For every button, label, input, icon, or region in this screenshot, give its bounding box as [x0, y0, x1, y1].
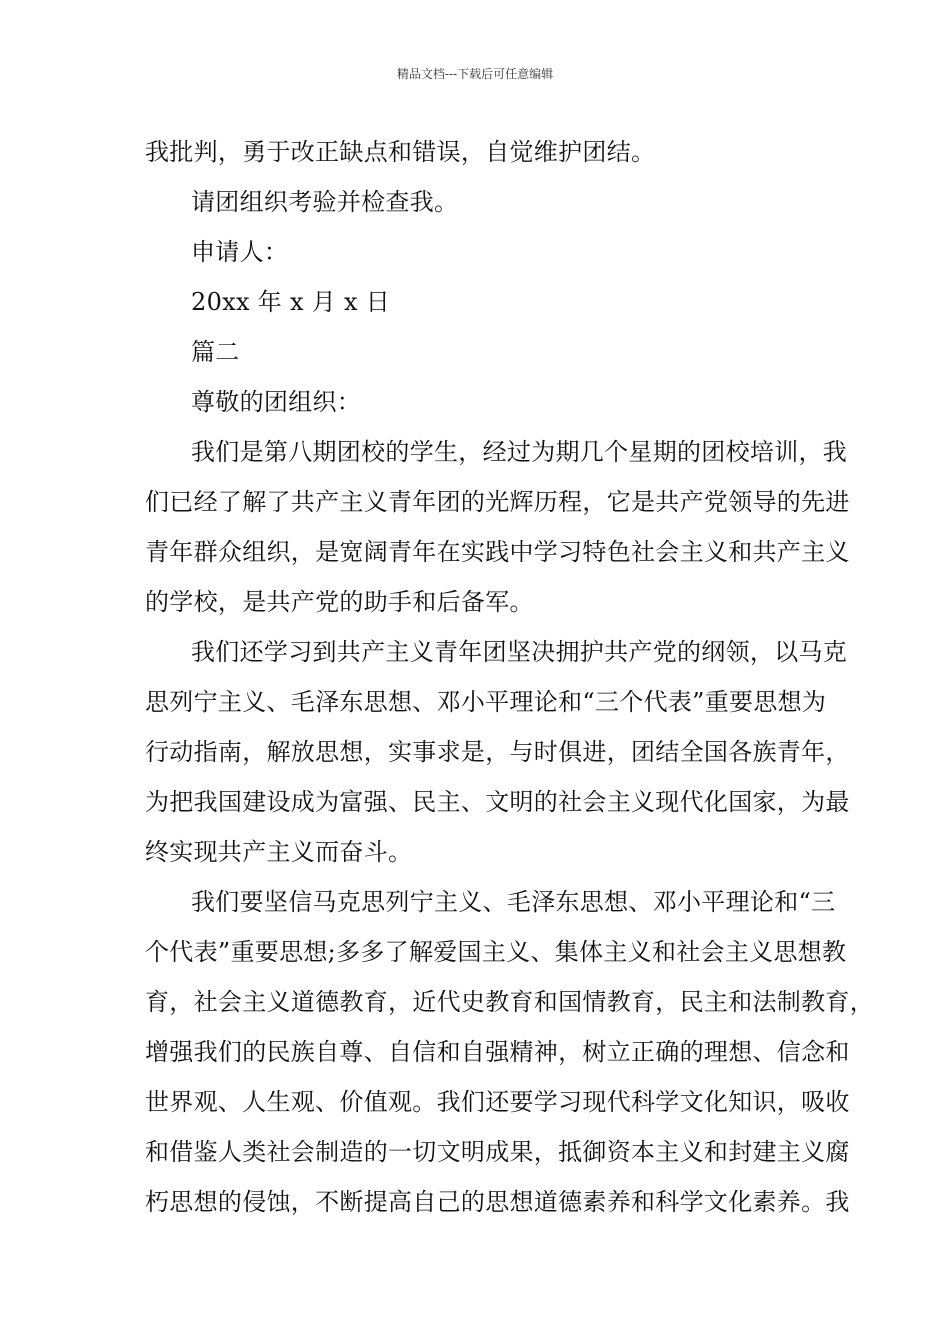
- text-line: 为把我国建设成为富强、民主、文明的社会主义现代化国家，为最: [145, 788, 850, 816]
- page-header: 精品文档---下载后可任意编辑: [396, 67, 554, 81]
- text-line: 我批判，勇于改正缺点和错误，自觉维护团结。: [145, 138, 656, 166]
- text-line: 申请人：: [191, 238, 289, 266]
- text-line: 世界观、人生观、价值观。我们还要学习现代科学文化知识，吸收: [145, 1088, 850, 1116]
- text-line: 增强我们的民族自尊、自信和自强精神，树立正确的理想、信念和: [145, 1038, 850, 1066]
- text-line: 尊敬的团组织：: [191, 388, 362, 416]
- text-line: 篇二: [191, 338, 240, 366]
- text-line: 思列宁主义、毛泽东思想、邓小平理论和“三个代表”重要思想为: [145, 688, 827, 716]
- text-line: 我们要坚信马克思列宁主义、毛泽东思想、邓小平理论和“三: [191, 888, 836, 916]
- text-line: 行动指南，解放思想，实事求是，与时俱进，团结全国各族青年，: [145, 738, 850, 766]
- text-line: 个代表”重要思想;多多了解爱国主义、集体主义和社会主义思想教: [145, 938, 847, 966]
- text-line: 们已经了解了共产主义青年团的光辉历程，它是共产党领导的先进: [145, 488, 850, 516]
- text-line: 我们是第八期团校的学生，经过为期几个星期的团校培训，我: [191, 438, 848, 466]
- text-line: 青年群众组织，是宽阔青年在实践中学习特色社会主义和共产主义: [145, 538, 850, 566]
- text-line: 请团组织考验并检查我。: [191, 188, 459, 216]
- text-line: 的学校，是共产党的助手和后备军。: [145, 588, 534, 616]
- text-line: 朽思想的侵蚀，不断提高自己的思想道德素养和科学文化素养。我: [145, 1188, 850, 1216]
- text-line: 20xx 年 x 月 x 日: [191, 288, 391, 316]
- text-line: 育，社会主义道德教育，近代史教育和国情教育，民主和法制教育，: [145, 988, 874, 1016]
- text-line: 终实现共产主义而奋斗。: [145, 838, 413, 866]
- document-body: [145, 127, 874, 1227]
- text-line: 和借鉴人类社会制造的一切文明成果，抵御资本主义和封建主义腐: [145, 1138, 850, 1166]
- text-line: 我们还学习到共产主义青年团坚决拥护共产党的纲领，以马克: [191, 638, 848, 666]
